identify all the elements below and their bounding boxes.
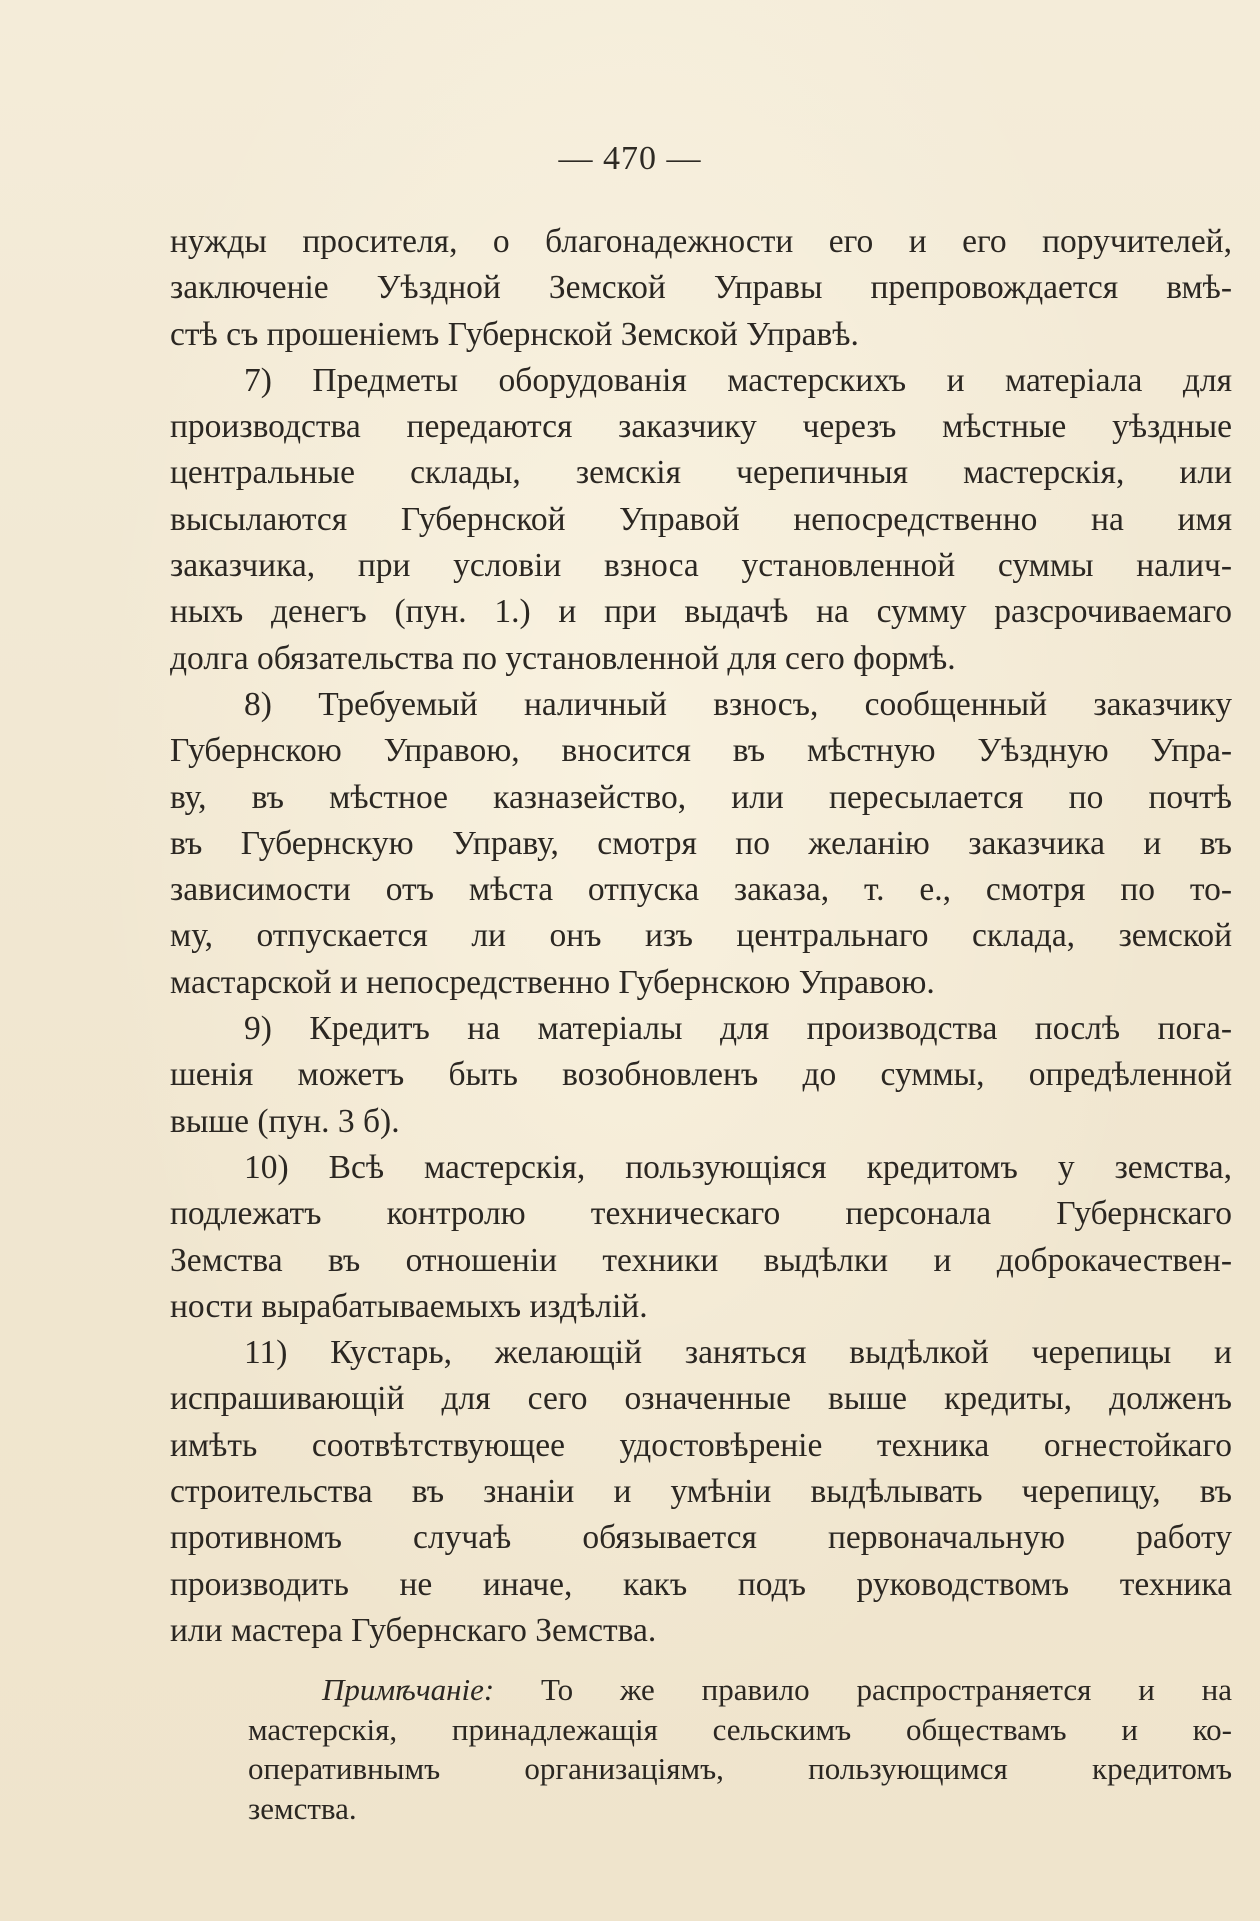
text-line: нужды просителя, о благонадежности его и его поручителей,	[170, 223, 1232, 260]
text-line: шенiя можетъ быть возобновленъ до суммы, опредѣленной	[170, 1056, 1232, 1094]
text-line: заказчика, при условiи взноса установленной суммы налич-	[170, 547, 1232, 585]
page-number: — 470 —	[558, 140, 702, 177]
note-first-line-text: То же правило распространяется и на	[494, 1672, 1232, 1707]
text-line: Земства въ отношенiи техники выдѣлки и доброкачествен-	[170, 1241, 1232, 1279]
text-line: долга обязательства по установленной для сего формѣ.	[170, 639, 956, 677]
text-line: имѣть соотвѣтствующее удостовѣренiе техника огнестойкаго	[170, 1426, 1232, 1464]
text-line: ности вырабатываемыхъ издѣлiй.	[170, 1287, 648, 1325]
text-line: строительства въ знанiи и умѣнiи выдѣлывать черепицу, въ	[170, 1473, 1232, 1511]
text-line: зависимости отъ мѣста отпуска заказа, т. е., смотря по то-	[170, 871, 1232, 909]
note-line: земства.	[248, 1790, 357, 1826]
text-line: ныхъ денегъ (пун. 1.) и при выдачѣ на сумму разсрочиваемаго	[170, 593, 1232, 631]
text-line: му, отпускается ли онъ изъ центральнаго склада, земской	[170, 917, 1232, 955]
footnote	[248, 1670, 1232, 1828]
text-line: Губернскою Управою, вносится въ мѣстную Уѣздную Упра-	[170, 732, 1232, 770]
text-line: или мастера Губернскаго Земства.	[170, 1611, 657, 1649]
text-line: подлежатъ контролю техническаго персонала Губернскаго	[170, 1195, 1232, 1233]
text-line: испрашивающiй для сего означенные выше кредиты, долженъ	[170, 1380, 1232, 1418]
text-line: въ Губернскую Управу, смотря по желанiю заказчика и въ	[170, 824, 1232, 862]
text-line: 11) Кустарь, желающiй заняться выдѣлкой черепицы и	[244, 1334, 1232, 1372]
text-line: выше (пун. 3 б).	[170, 1102, 400, 1140]
main-text	[170, 219, 1232, 1654]
text-line: производства передаются заказчику черезъ мѣстные уѣздные	[170, 408, 1232, 446]
note-line: мастерскiя, принадлежащiя сельскимъ обществамъ и ко-	[248, 1711, 1232, 1747]
text-line: высылаются Губернской Управой непосредственно на имя	[170, 500, 1232, 538]
text-line: центральные склады, земскiя черепичныя мастерскiя, или	[170, 454, 1232, 492]
note-line: оперативнымъ организацiямъ, пользующимся кредитомъ	[248, 1751, 1232, 1786]
text-line: 8) Требуемый наличный взносъ, сообщенный заказчику	[244, 685, 1232, 723]
note-label: Примѣчанiе:	[322, 1672, 495, 1707]
text-line: 10) Всѣ мастерскiя, пользующiяся кредитомъ у земства,	[244, 1148, 1232, 1186]
text-line: мастарской и непосредственно Губернскою Управою.	[170, 963, 935, 1001]
text-line: 9) Кредитъ на матерiалы для производства послѣ пога-	[244, 1010, 1232, 1048]
text-line: противномъ случаѣ обязывается первоначальную работу	[170, 1519, 1232, 1557]
text-line: стѣ съ прошенiемъ Губернской Земской Управѣ.	[170, 315, 859, 353]
text-line: заключенiе Уѣздной Земской Управы препровождается вмѣ-	[170, 269, 1232, 307]
text-line: производить не иначе, какъ подъ руководствомъ техника	[170, 1565, 1232, 1603]
note-first-line	[248, 1670, 1232, 1710]
text-line: 7) Предметы оборудованiя мастерскихъ и матерiала для	[244, 361, 1232, 399]
text-line: ву, въ мѣстное казназейство, или пересылается по почтѣ	[170, 778, 1232, 816]
